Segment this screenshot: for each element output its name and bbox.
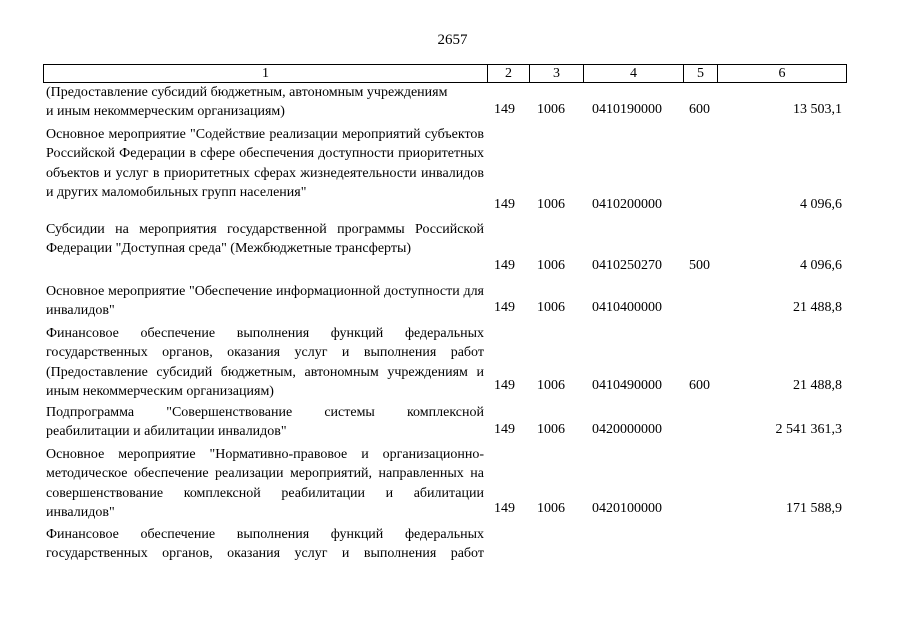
cell-col-2: 149 [494, 197, 515, 212]
row-description: Субсидии на мероприятия государственной программы Российской Федерации "Доступная среда" (Межбюджетные трансферты) [46, 222, 484, 257]
cell-col-3: 1006 [537, 300, 565, 315]
cell-col-4: 0410490000 [592, 378, 662, 393]
row-description: Финансовое обеспечение выполнения функций федеральных государственных органов, оказания услуг и выполнения работ (Предоставление субсидий бюджетным, автономным учреждениям и иным некоммерческим организациям) [46, 326, 484, 400]
cell-col-2: 149 [494, 422, 515, 437]
header-col-6: 6 [778, 66, 786, 81]
page-number: 2657 [437, 32, 468, 48]
cell-col-3: 1006 [537, 197, 565, 212]
cell-col-6: 13 503,1 [793, 102, 842, 117]
cell-col-4: 0410250270 [592, 258, 662, 273]
cell-col-2: 149 [494, 102, 515, 117]
cell-col-6: 21 488,8 [793, 300, 842, 315]
cell-col-6: 4 096,6 [800, 258, 842, 273]
cell-col-6: 171 588,9 [786, 501, 842, 516]
row-values [0, 298, 905, 318]
row-description: Финансовое обеспечение выполнения функций федеральных государственных органов, оказания услуг и выполнения работ [46, 527, 484, 562]
cell-col-3: 1006 [537, 422, 565, 437]
header-col-3: 3 [530, 65, 584, 82]
cell-col-4: 0410400000 [592, 300, 662, 315]
cell-col-4: 0420100000 [592, 501, 662, 516]
row-values [0, 499, 905, 519]
header-col-1: 1 [44, 65, 488, 82]
cell-col-6: 2 541 361,3 [775, 422, 842, 437]
table-header [43, 64, 847, 83]
cell-col-2: 149 [494, 258, 515, 273]
cell-col-5: 600 [689, 102, 710, 117]
header-col-5: 5 [684, 65, 718, 82]
row-description: Основное мероприятие "Содействие реализации мероприятий субъектов Российской Федерации в сфере обеспечения доступности приоритетных объектов и услуг в приоритетных сферах жизнедеятельности инвалидов и других маломобильных групп населения" [46, 127, 484, 201]
cell-col-3: 1006 [537, 102, 565, 117]
header-col-4: 4 [584, 65, 684, 82]
cell-col-5: 600 [689, 378, 710, 393]
cell-col-5: 500 [689, 258, 710, 273]
cell-col-6: 4 096,6 [800, 197, 842, 212]
row-values [0, 100, 905, 120]
row-description: Основное мероприятие "Обеспечение информационной доступности для инвалидов" [46, 284, 484, 319]
cell-col-2: 149 [494, 378, 515, 393]
cell-col-6: 21 488,8 [793, 378, 842, 393]
header-col-2: 2 [488, 65, 530, 82]
cell-col-2: 149 [494, 501, 515, 516]
row-values [0, 376, 905, 396]
row-values [0, 256, 905, 276]
row-values [0, 560, 905, 580]
cell-col-3: 1006 [537, 258, 565, 273]
cell-col-4: 0410200000 [592, 197, 662, 212]
cell-col-4: 0420000000 [592, 422, 662, 437]
cell-col-4: 0410190000 [592, 102, 662, 117]
row-values [0, 195, 905, 215]
cell-col-2: 149 [494, 300, 515, 315]
row-description: Основное мероприятие "Нормативно-правовое и организационно-методическое обеспечение реализации мероприятий, направленных на совершенствование комплексной реабилитации и абилитации инвалидов" [46, 447, 484, 521]
row-description: (Предоставление субсидий бюджетным, автономным учреждениям и иным некоммерческим организациям) [46, 85, 448, 120]
row-values [0, 420, 905, 440]
row-description: Подпрограмма "Совершенствование системы комплексной реабилитации и абилитации инвалидов" [46, 405, 484, 440]
cell-col-3: 1006 [537, 501, 565, 516]
cell-col-3: 1006 [537, 378, 565, 393]
